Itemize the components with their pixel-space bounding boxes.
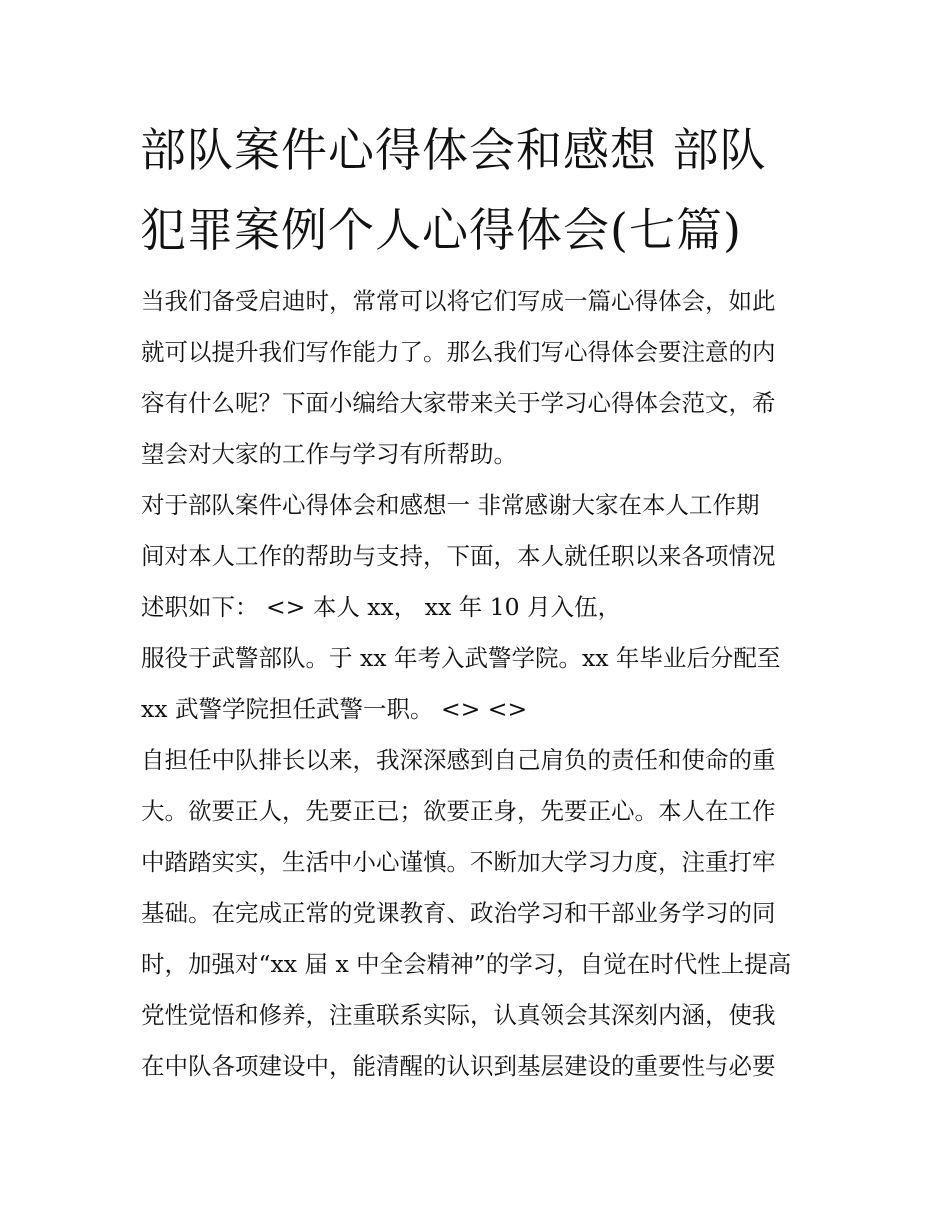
paragraph-section-one [141,480,811,633]
text-line: 当我们备受启迪时，常常可以将它们写成一篇心得体会，如此 [141,287,776,315]
text-line: 服役于武警部队。于 xx 年考入武警学院。xx 年毕业后分配至 [141,644,781,672]
text-line: 基础。在完成正常的党课教育、政治学习和干部业务学习的同 [141,899,776,927]
text-line: 在中队各项建设中，能清醒的认识到基层建设的重要性与必要 [141,1052,776,1080]
text-line: xx 武警学院担任武警一职。 <> <> [141,695,528,723]
title-line: 犯罪案例个人心得体会(七篇) [140,203,742,257]
paragraph-intro [141,276,811,480]
text-line: 大。欲要正人，先要正已；欲要正身，先要正心。本人在工作 [141,797,776,825]
paragraph-service [141,633,811,735]
text-line: 述职如下： <> 本人 xx， xx 年 10 月入伍， [141,593,622,621]
text-line: 中踏踏实实，生活中小心谨慎。不断加大学习力度，注重打牢 [141,848,776,876]
text-line: 自担任中队排长以来，我深深感到自己肩负的责任和使命的重 [141,746,776,774]
title-line: 部队案件心得体会和感想 部队 [140,123,767,177]
text-line: 间对本人工作的帮助与支持，下面，本人就任职以来各项情况 [141,542,776,570]
paragraph-duties [141,735,811,1092]
text-line: 望会对大家的工作与学习有所帮助。 [141,440,517,468]
text-line: 对于部队案件心得体会和感想一 非常感谢大家在本人工作期 [141,491,760,519]
text-line: 容有什么呢？下面小编给大家带来关于学习心得体会范文，希 [141,389,776,417]
document-title [140,110,820,270]
text-line: 党性觉悟和修养，注重联系实际，认真领会其深刻内涵，使我 [141,1001,776,1029]
text-line: 时，加强对“xx 届 x 中全会精神”的学习，自觉在时代性上提高 [141,950,792,978]
text-line: 就可以提升我们写作能力了。那么我们写心得体会要注意的内 [141,338,776,366]
